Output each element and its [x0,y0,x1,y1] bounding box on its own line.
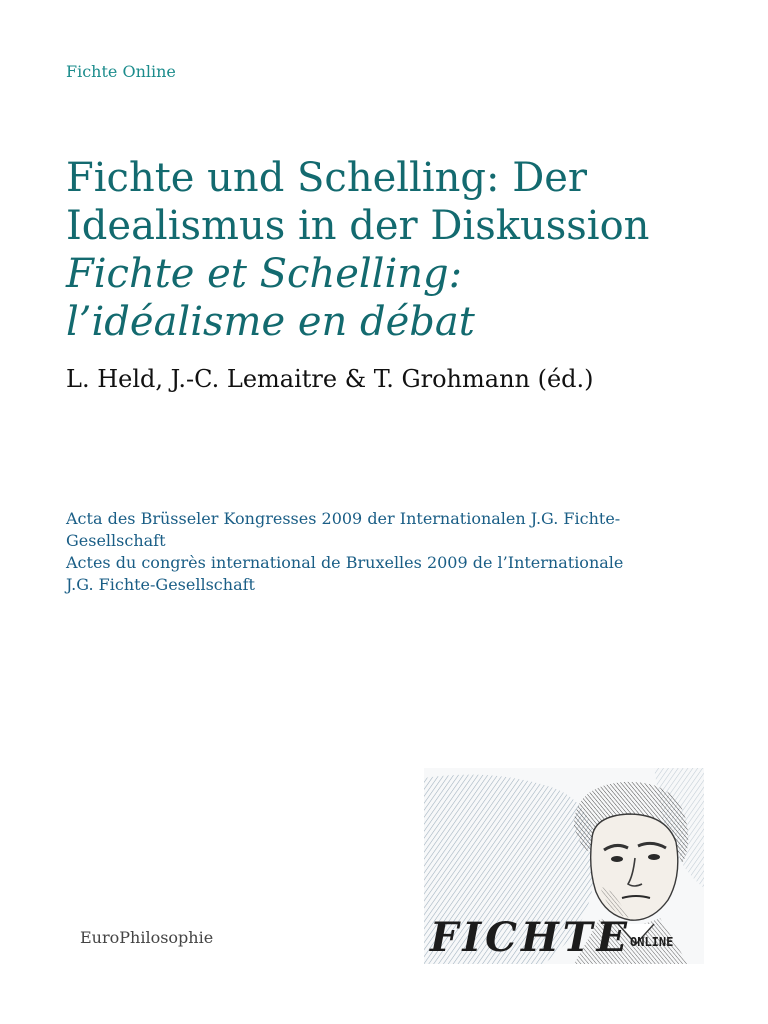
publisher: EuroPhilosophie [80,928,214,947]
title-french-line-2: l’idéalisme en débat [66,299,475,345]
book-title [66,154,746,346]
proceedings-description [66,508,716,596]
logo-tag: ONLINE [630,935,674,949]
title-french-line-1: Fichte et Schelling: [66,251,463,297]
logo-wordmark: FICHTE [430,914,631,961]
acta-german-line-1: Acta des Brüsseler Kongresses 2009 der Internationalen J.G. Fichte- [66,509,621,528]
acta-french-line-1: Actes du congrès international de Bruxelles 2009 de l’Internationale [66,553,624,572]
editors: L. Held, J.-C. Lemaitre & T. Grohmann (éd.) [66,365,594,393]
fichte-portrait-image [424,768,704,964]
fichte-online-logo [424,768,704,964]
series-label: Fichte Online [66,62,176,81]
title-german-line-1: Fichte und Schelling: Der [66,155,588,201]
title-german-line-2: Idealismus in der Diskussion [66,203,650,249]
acta-french-line-2: J.G. Fichte-Gesellschaft [66,575,255,594]
acta-german-line-2: Gesellschaft [66,531,166,550]
